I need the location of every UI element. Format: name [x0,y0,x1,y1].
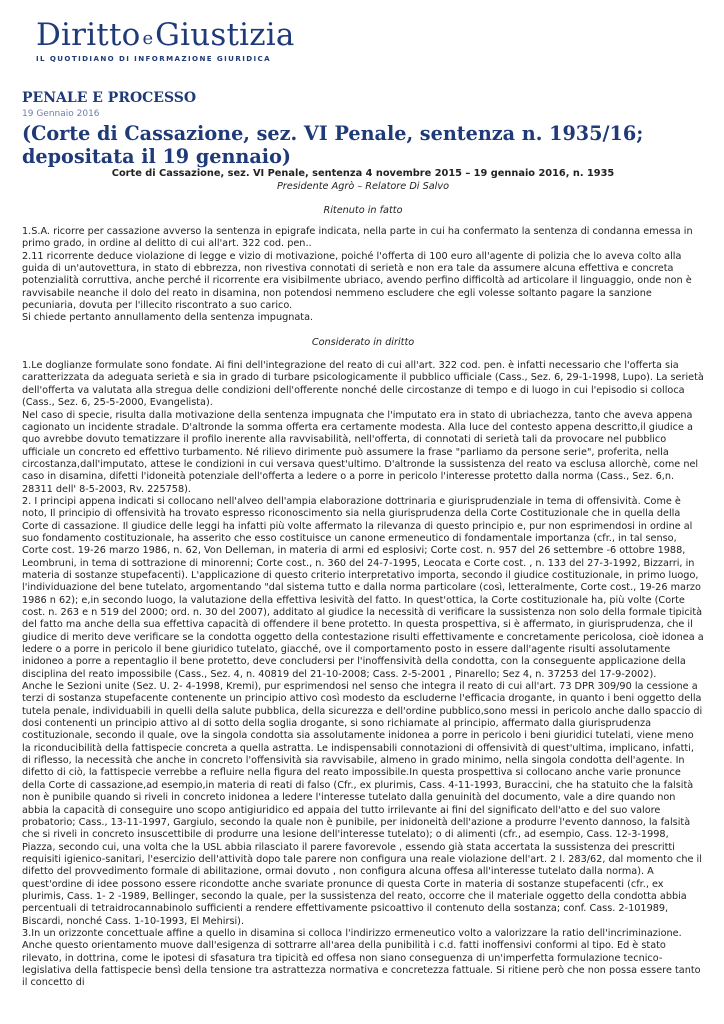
article-date: 19 Gennaio 2016 [22,109,100,119]
article-title-line-1: (Corte di Cassazione, sez. VI Penale, sentenza n. 1935/16; [22,122,644,145]
law-paragraph-1: 1.Le doglianze formulate sono fondate. Ai fini dell'integrazione del reato di cui all'art. 322 cod. pen. è infatti necessario che l'offerta sia caratterizzata da adeguata serietà e sia in grado di turbare psicologicamente il pubblico ufficiale (Cass., Sez. 6, 29-1-1998, Lupo). La serietà dell'offerta va valutata alla stregua delle condizioni dell'offerente nonché delle circostanze di tempo e di luogo in cui l'episodio si colloca (Cass., Sez. 6, 25-5-2000, Evangelista). [22,360,704,409]
law-paragraph-5: 3.In un orizzonte concettuale affine a quello in disamina si colloca l'indirizzo ermeneutico volto a valorizzare la ratio dell'incriminazione. Anche questo orientamento muove dall'esigenza di sottrarre all'area della punibilità i c.d. fatti inoffensivi conformi al tipo. Ed è stato rilevato, in dottrina, come le ipotesi di sfasatura tra tipicità ed offesa non siano conseguenza di un'imperfetta formulazione tecnico-legislativa della fattispecie bensì della tensione tra astrattezza normativa e concretezza fattuale. Si ritiene però che non possa essere tanto il concetto di [22,927,701,989]
heading-facts: Ritenuto in fatto [323,204,403,216]
logo-word-giustizia: Giustizia [155,17,295,53]
heading-law: Considerato in diritto [311,336,415,348]
law-paragraph-4: Anche le Sezioni unite (Sez. U. 2- 4-1998, Kremi), pur esprimendosi nel senso che integra il reato di cui all'art. 73 DPR 309/90 la cessione a terzi di sostanza stupefacente contenente un principio attivo così modesto da escluderne l'efficacia drogante, in quanto i beni oggetto della tutela penale, individuabili in quelli della salute pubblica, della sicurezza e dell'ordine pubblico,sono messi in pericolo anche dallo spaccio di dosi contenenti un principio attivo al di sotto della soglia drogante, si sono richiamate al principio, affermato dalla giurisprudenza costituzionale, secondo il quale, ove la singola condotta sia assolutamente inidonea a porre in pericolo i beni giuridici tutelati, viene meno la riconducibilità della fattispecie concreta a quella astratta. Le indispensabili connotazioni di offensività di quest'ultima, implicano, infatti, di riflesso, la necessità che anche in concreto l'offensività sia ravvisabile, almeno in grado minimo, nella singola condotta dell'agente. In difetto di ciò, la fattispecie verrebbe a refluire nella figura del reato impossibile.In questa prospettiva si collocano anche varie pronunce della Corte di cassazione,ad esempio,in materia di reati di falso (Cfr., ex plurimis, Cass. 4-11-1993, Buraccini, che ha statuito che la falsità non è punibile quando si riveli in concreto inidonea a ledere l'interesse tutelato dalla genuinità del documento, vale a dire quando non abbia la capacità di conseguire uno scopo antigiuridico ed appaia del tutto irrilevante ai fini del significato dell'atto e del suo valore probatorio; Cass., 13-11-1997, Gargiulo, secondo la quale non è punibile, per inidoneità dell'azione a produrre l'evento dannoso, la falsità che si riveli in concreto insuscettibile di produrre una lesione dell'interesse tutelato); o di alimenti (cfr., ad esempio, Cass. 12-3-1998, Piazza, secondo cui, una volta che la USL abbia rilasciato il parere favorevole , essendo già stata accertata la sussistenza dei prescritti requisiti igienico-sanitari, l'esercizio dell'attività dopo tale parere non configura una reale violazione dell'art. 2 l. 283/62, dal momento che il difetto del provvedimento formale di abilitazione, ormai dovuto , non configura alcuna offesa all'interesse tutelato dalla norma). A quest'ordine di idee possono essere ricondotte anche svariate pronunce di questa Corte in materia di sostanze stupefacenti (cfr., ex plurimis, Cass. 1- 2 -1989, Bellinger, secondo la quale, per la sussistenza del reato, occorre che il materiale oggetto della condotta abbia percentuali di tetraidrocannabinolo sufficienti a rendere effettivamente psicoattivo il contenuto della sostanza; conf. Cass. 2-101989, Biscardi, nonché Cass. 1-10-1993, El Mehirsi). [22,681,703,927]
logo-word-diritto: Diritto [36,17,141,53]
ruling-header: Corte di Cassazione, sez. VI Penale, sentenza 4 novembre 2015 – 19 gennaio 2016, n. 1935 [111,168,615,179]
article-title [22,122,702,168]
law-paragraph-3: 2. I principi appena indicati si collocano nell'alveo dell'ampia elaborazione dottrinaria e giurisprudenziale in tema di offensività. Come è noto, Il principio di offensività ha trovato espresso riconoscimento sia nella giurisprudenza della Corte Costituzionale che in quella della Corte di cassazione. Il giudice delle leggi ha infatti più volte affermato la rilevanza di questo principio e, pur non esprimendosi in ordine al suo fondamento costituzionale, ha asserito che esso costituisce un canone ermeneutico di fondamentale importanza (cfr., in tal senso, Corte cost. 19-26 marzo 1986, n. 62, Von Delleman, in materia di armi ed esplosivi; Corte cost. n. 957 del 26 settembre -6 ottobre 1988, Leombruni, in tema di sottrazione di minorenni; Corte cost., n. 360 del 24-7-1995, Leocata e Corte cost. , n. 133 del 27-3-1992, Bizzarri, in materia di sostanze stupefacenti). L'applicazione di questo criterio interpretativo importa, secondo il giudice costituzionale, in primo luogo, l'individuazione del bene tutelato, argomentando "dal sistema tutto e dalla norma particolare (così, letteralmente, Corte cost., 19-26 marzo 1986 n 62); e,in secondo luogo, la valutazione della effettiva lesività del fatto. In quest'ottica, la Corte costituzionale ha, più volte (Corte cost. n. 263 e n 519 del 2000; ord. n. 30 del 2007), additato al giudice la necessità di verificare la sussistenza non solo della formale tipicità del fatto ma anche della sua effettiva capacità di offendere il bene protetto. In questa prospettiva, si è affermato, in giurisprudenza, che il giudice di merito deve verificare se la condotta oggetto della contestazione risulti effettivamente e concretamente pericolosa, cioè idonea a ledere o a porre in pericolo il bene giuridico tutelato, giacché, ove il comportamento posto in essere dall'agente risulti assolutamente inidoneo a porre a repentaglio il bene protetto, deve concludersi per l'inoffensività della condotta, con la conseguente applicazione della disciplina del reato impossibile (Cass., Sez. 4, n. 40819 del 21-10-2008; Cass. 2-5-2001 , Pinarello; Sez 4, n. 37253 del 17-9-2002). [22,495,704,680]
article-body [22,168,704,990]
law-paragraph-2: Nel caso di specie, risulta dalla motivazione della sentenza impugnata che l'imputato era in stato di ubriachezza, tanto che aveva appena cagionato un incidente stradale. D'altronde la somma offerta era certamente modesta. Alla luce del contesto appena descritto,il giudice a quo avrebbe dovuto tematizzare il profilo inerente alla ravvisabilità, nell'offerta, di connotati di serietà tali da provocare nel pubblico ufficiale un concreto ed effettivo turbamento. Né rilievo dirimente può assumere la frase "parliamo da persone serie", proferita, nella circostanza,dall'imputato, attese le condizioni in cui versava quest'ultimo. D'altronde la sussistenza del reato va esclusa allorchè, come nel caso in disamina, difetti l'idoneità potenziale dell'offerta a ledere o a porre in pericolo l'interesse protetto dalla norma (Cass., Sez. 6,n. 28311 dell' 8-5-2003, Rv. 225758). [22,409,699,495]
logo-tagline: IL QUOTIDIANO DI INFORMAZIONE GIURIDICA [36,54,272,63]
article-title-line-2: depositata il 19 gennaio) [22,145,291,168]
section-label[interactable]: PENALE E PROCESSO [22,90,197,106]
facts-paragraph-1: 1.S.A. ricorre per cassazione avverso la sentenza in epigrafe indicata, nella parte in cui ha confermato la sentenza di condanna emessa in primo grado, in ordine al delitto di cui all'art. 322 cod. pen.. [22,226,693,250]
ruling-judges: Presidente Agrò – Relatore Di Salvo [276,181,450,193]
masthead [36,17,696,63]
site-logo[interactable] [36,17,696,53]
article-header [22,90,702,168]
facts-paragraph-2: 2.11 ricorrente deduce violazione di legge e vizio di motivazione, poiché l'offerta di 100 euro all'agente di polizia che lo aveva colto alla guida di un'autovettura, in stato di ebbrezza, non rivestiva connotati di serietà e non era tale da assumere alcuna effettiva e concreta potenzialità corruttiva, anche perché il ricorrente era visibilmente ubriaco, avendo perfino difficoltà ad articolare il linguaggio, onde non è ravvisabile neanche il dolo del reato in disamina, non potendosi nemmeno escludere che egli volesse soltanto pagare la sanzione pecuniaria, dovuta per l'illecito riscontrato a suo carico. [22,250,692,312]
facts-paragraph-3: Si chiede pertanto annullamento della sentenza impugnata. [22,312,314,324]
logo-word-e: e [142,28,154,49]
